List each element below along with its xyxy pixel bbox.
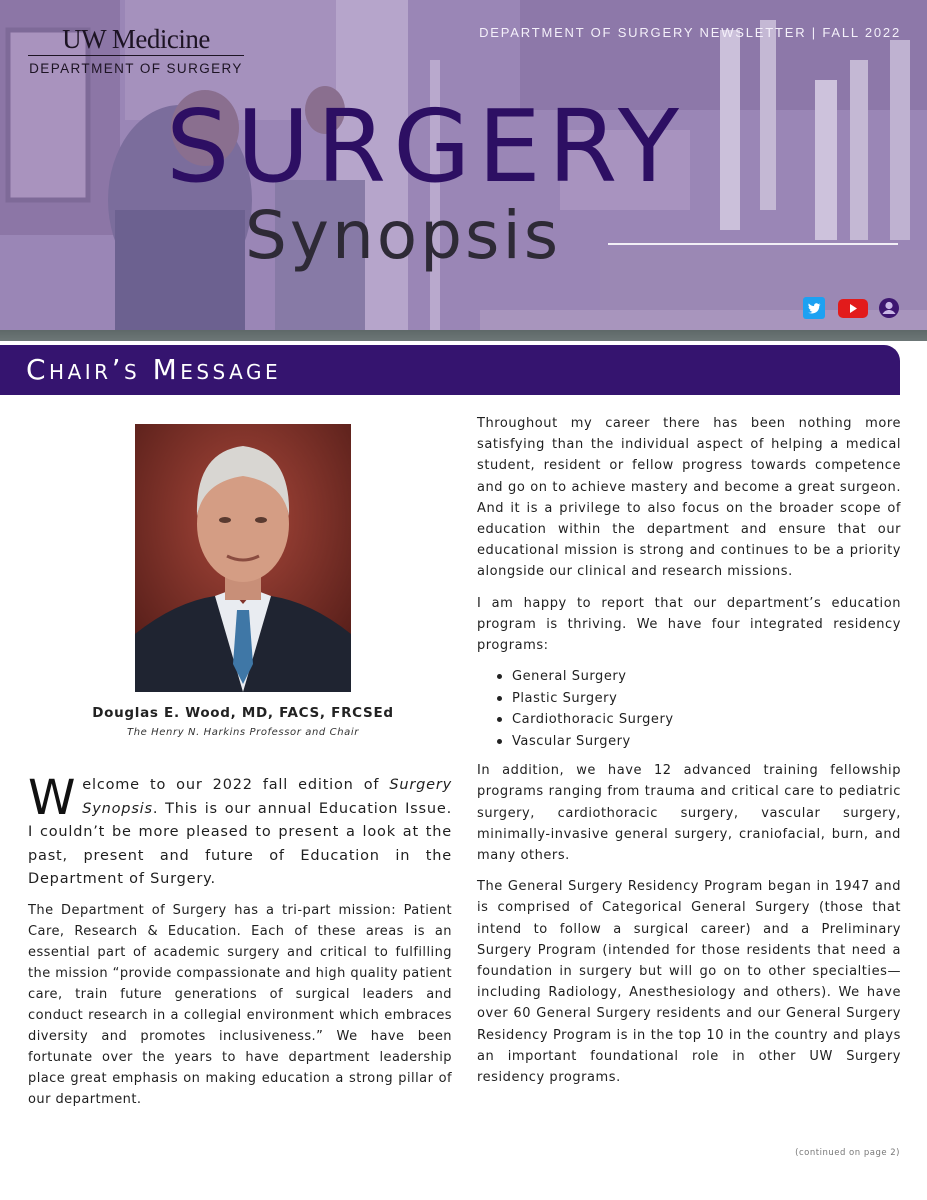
list-item: Cardiothoracic Surgery: [512, 709, 901, 731]
list-item: Vascular Surgery: [512, 731, 901, 753]
chair-title: The Henry N. Harkins Professor and Chair: [127, 727, 359, 738]
education-program-paragraph: I am happy to report that our department’s education program is thriving. We have four integrated residency programs:: [477, 595, 901, 654]
chair-name: Douglas E. Wood, MD, FACS, FRCSEd: [92, 705, 394, 721]
twitter-icon[interactable]: [803, 297, 825, 319]
masthead-divider-strip: [0, 330, 927, 341]
right-column: [477, 413, 901, 1098]
brand-divider: [28, 55, 244, 56]
left-column: [28, 770, 452, 1120]
profile-icon[interactable]: [878, 297, 900, 319]
list-item: Plastic Surgery: [512, 688, 901, 710]
newsletter-issue-line: DEPARTMENT OF SURGERY NEWSLETTER | FALL 2022: [479, 25, 901, 40]
title-surgery: SURGERY: [166, 88, 686, 205]
brand-name: UW Medicine: [62, 24, 210, 54]
career-paragraph: Throughout my career there has been nothing more satisfying than the individual aspect of helping a medical student, resident or fellow progress towards competence and go on to achieve mastery and become a great surgeon. And it is a privilege to also focus on the broader scope of education within the department and ensure that our educational mission is strong and continues to be a priority alongside our clinical and research missions.: [477, 416, 901, 580]
lead-paragraph: [28, 770, 452, 892]
publication-title: Surgery Synopsis: [82, 777, 452, 817]
mission-paragraph: The Department of Surgery has a tri-part mission: Patient Care, Research & Education. Each of these areas is an essential part of academic surgery and critical to fulfilling the mission “provide compassionate and high quality patient care, train future generations of surgical leaders and conduct research in a collegial environment which embraces diversity and promotes inclusiveness.” We have been fortunate over the years to have department leadership place great emphasis on making education a strong pillar of our department.: [28, 902, 452, 1107]
section-banner: [0, 345, 900, 395]
residency-program-list: [477, 666, 901, 752]
lead-text-end: . This is our annual Education Issue. I couldn’t be more pleased to present a look at the past, present and future of Education in the Department of Surgery.: [28, 800, 452, 887]
lead-text-start: elcome to our 2022 fall edition of: [82, 777, 390, 793]
fellowship-paragraph: In addition, we have 12 advanced training fellowship programs ranging from trauma and critical care to pediatric surgery, cardiothoracic surgery, vascular surgery, minimally-invasive general surgery, craniofacial, burn, and many others.: [477, 763, 901, 864]
uw-medicine-logo[interactable]: [28, 24, 244, 76]
youtube-icon[interactable]: [838, 297, 868, 319]
list-item: General Surgery: [512, 666, 901, 688]
chair-portrait-photo: [135, 424, 351, 692]
title-synopsis: Synopsis: [245, 197, 562, 274]
title-divider: [608, 243, 898, 245]
section-title: Chair’s Message: [26, 353, 282, 386]
masthead: [0, 0, 927, 332]
continued-on-page-link[interactable]: (continued on page 2): [795, 1148, 900, 1158]
residency-history-paragraph: The General Surgery Residency Program began in 1947 and is comprised of Categorical General Surgery (those that intend to follow a surgical career) and a Preliminary Surgery Program (intended for those residents that need a foundation in surgery but will go on to other specialties—including Radiology, Anesthesiology and others). We have over 60 General Surgery residents and our General Surgery Residency Program is in the top 10 in the country and plays an important foundational role in other UW Surgery residency programs.: [477, 879, 901, 1086]
drop-cap: W: [28, 770, 77, 826]
brand-department: DEPARTMENT OF SURGERY: [29, 61, 243, 76]
